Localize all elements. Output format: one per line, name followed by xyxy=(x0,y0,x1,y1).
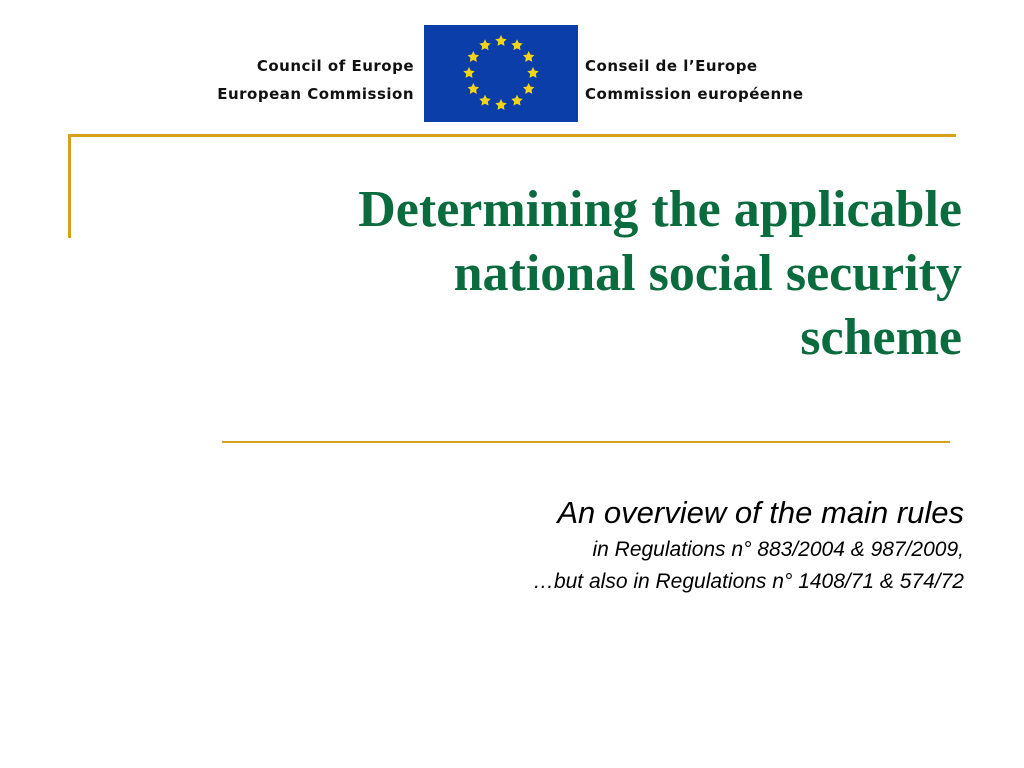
eu-flag-stars-icon xyxy=(424,25,578,122)
top-divider xyxy=(68,134,956,137)
header-right xyxy=(585,52,915,108)
eu-flag-logo xyxy=(424,25,578,122)
council-of-europe-label: Council of Europe xyxy=(256,57,414,75)
title-line-1: Determining the applicable xyxy=(358,181,962,238)
subtitle-main: An overview of the main rules xyxy=(557,495,964,530)
title-line-2: national social security xyxy=(453,245,962,302)
header-left xyxy=(130,52,414,108)
left-divider xyxy=(68,134,71,238)
title-line-3: scheme xyxy=(800,309,962,366)
european-commission-label: European Commission xyxy=(217,85,414,103)
subtitle-line-3: …but also in Regulations n° 1408/71 & 574/72 xyxy=(532,570,964,593)
subtitle-line-2: in Regulations n° 883/2004 & 987/2009, xyxy=(592,538,964,561)
slide-title xyxy=(150,178,962,370)
slide-subtitle xyxy=(200,492,964,598)
title-underline xyxy=(222,441,950,443)
conseil-de-leurope-label: Conseil de l’Europe xyxy=(585,57,758,75)
commission-europeenne-label: Commission européenne xyxy=(585,85,804,103)
